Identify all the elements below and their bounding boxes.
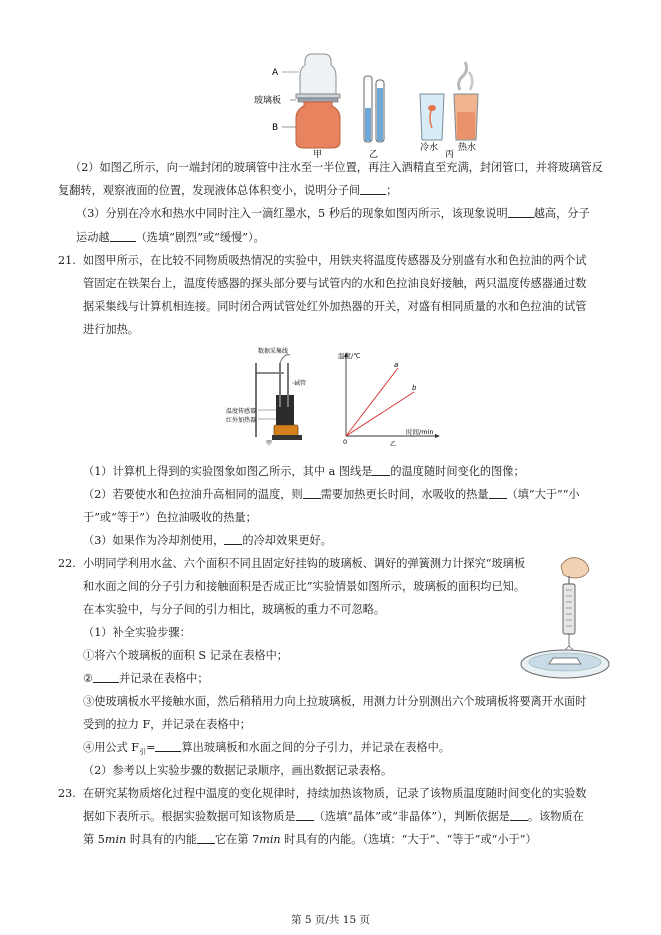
label-data-line: 数据采集线 — [258, 348, 289, 355]
q21-s2-line2: 于”或“等于”）色拉油吸收的热量； — [83, 511, 257, 524]
page-footer: 第 5 页/共 15 页 — [291, 914, 370, 926]
graph-line-b — [346, 392, 414, 436]
glass-plate-icon — [549, 658, 581, 664]
q20-p3-line2: 运动越 （选填“剧烈”或“缓慢”）。 — [76, 231, 265, 244]
q22-s1: （1）补全实验步骤： — [83, 626, 191, 639]
answer-blank[interactable] — [197, 833, 215, 844]
caption-bing: 丙 — [445, 150, 455, 160]
q21-line1: 如图甲所示，在比较不同物质吸热情况的实验中，用铁夹将温度传感器及分别盛有水和色拉油的两个试 — [83, 254, 587, 267]
graph-xlabel: 时间/min — [406, 428, 434, 436]
answer-blank[interactable] — [155, 741, 181, 752]
q20-p2-line1: （2）如图乙所示，向一端封闭的玻璃管中注水至一半位置，再注入酒精直至充满，封闭管口，并将玻璃管反 — [70, 161, 603, 174]
answer-blank[interactable] — [110, 231, 136, 242]
q22-step1: ①将六个玻璃板的面积 S 记录在表格中； — [83, 649, 288, 662]
answer-blank[interactable] — [303, 488, 321, 499]
q21-graph — [332, 348, 442, 446]
q21-caption-jia: 甲 — [266, 440, 273, 447]
answer-blank[interactable] — [508, 207, 534, 218]
q22-step3-line1: ③使玻璃板水平接触水面，然后稍稍用力向上拉玻璃板，用测力计分别测出六个玻璃板将要离开水面时 — [83, 695, 587, 708]
q21-number: 21. — [58, 254, 76, 267]
q20-p3-line1: （3）分别在冷水和热水中同时注入一滴红墨水，5 秒后的现象如图丙所示，该现象说明 越高，分子 — [76, 207, 590, 220]
q22-step4: ④用公式 $F_引=$ 算出玻璃板和水面之间的分子引力，并记录在表格中。 — [83, 741, 450, 757]
label-tube: 试管 — [294, 380, 307, 387]
q21-apparatus-figure — [228, 345, 318, 445]
graph-label-b: b — [412, 384, 417, 392]
label-glass: 玻璃板 — [254, 96, 282, 106]
q22-s2: （2）参考以上实验步骤的数据记录顺序，画出数据记录表格。 — [83, 764, 393, 777]
graph-line-a — [346, 368, 398, 436]
graph-ylabel: 温度/℃ — [338, 352, 361, 360]
q22-spring-scale-figure — [515, 552, 615, 692]
q23-line1: 在研究某物质熔化过程中温度的变化规律时，持续加热该物质，记录了该物质温度随时间变化的实验数 — [83, 787, 587, 800]
q20-p2-line2: 复翻转，观察液面的位置，发现液体总体积变小，说明分子间 ； — [58, 184, 398, 197]
q22-line2: 和水面之间的分子引力和接触面积是否成正比”实验情景如图所示，玻璃板的面积均已知。 — [83, 580, 526, 593]
label-a: A — [272, 68, 279, 78]
answer-blank[interactable] — [372, 465, 390, 476]
answer-blank[interactable] — [489, 488, 507, 499]
label-cold: 冷水 — [420, 143, 439, 153]
answer-blank[interactable] — [93, 672, 119, 683]
answer-blank[interactable] — [510, 810, 528, 821]
q22-number: 22. — [58, 557, 76, 570]
spring-scale-icon — [563, 584, 575, 634]
answer-blank[interactable] — [360, 184, 386, 195]
label-sensor: 温度传感器 — [226, 408, 257, 415]
q23-line2: 据如下表所示。根据实验数据可知该物质是 （选填“晶体”或“非晶体”），判断依据是 。该物质在 — [83, 810, 584, 823]
q22-line1: 小明同学利用水盆、六个面积不同且固定好挂钩的玻璃板、调好的弹簧测力计探究“玻璃板 — [83, 557, 526, 570]
figure-bing-beakers — [420, 62, 478, 140]
q21-line2: 管固定在铁架台上，温度传感器的探头部分要与试管内的水和色拉油良好接触，两只温度传感器通过数 — [83, 277, 587, 290]
caption-yi: 乙 — [369, 150, 379, 160]
q22-line3: 在本实验中，与分子间的引力相比，玻璃板的重力不可忽略。 — [83, 603, 386, 616]
caption-jia: 甲 — [313, 150, 323, 160]
answer-blank[interactable] — [224, 534, 242, 545]
top-figure — [254, 50, 500, 160]
graph-caption: 乙 — [390, 441, 397, 448]
q21-s3: （3）如果作为冷却剂使用， 的冷却效果更好。 — [83, 534, 332, 547]
q21-line4: 进行加热。 — [83, 323, 139, 336]
figure-jia-jars — [282, 54, 340, 148]
figure-yi-tubes — [364, 76, 384, 142]
label-b: B — [272, 123, 279, 133]
hand-icon — [561, 558, 589, 578]
q23-number: 23. — [58, 787, 76, 800]
label-hot: 热水 — [458, 143, 477, 153]
answer-blank[interactable] — [296, 810, 314, 821]
q22-step2: ② 并记录在表格中； — [83, 672, 209, 685]
graph-label-a: a — [394, 361, 399, 369]
q22-step3-line2: 受到的拉力 F，并记录在表格中； — [83, 718, 251, 731]
q21-s2-line1: （2）若要使水和色拉油升高相同的温度，则 需要加热更长时间，水吸收的热量 （填“大于”“小 — [83, 488, 580, 501]
q21-s1: （1）计算机上得到的实验图象如图乙所示，其中 a 图线是 的温度随时间变化的图像； — [83, 465, 525, 478]
label-heater: 红外加热器 — [226, 417, 257, 424]
graph-origin: 0 — [343, 438, 348, 446]
q21-line3: 据采集线与计算机相连接。同时闭合两试管处红外加热器的开关，对盛有相同质量的水和色拉油的试管 — [83, 300, 587, 313]
q23-line3: 第 5min 时具有的内能 它在第 7min 时具有的内能。（选填：“大于”、“等于”或“小于”） — [83, 833, 537, 846]
